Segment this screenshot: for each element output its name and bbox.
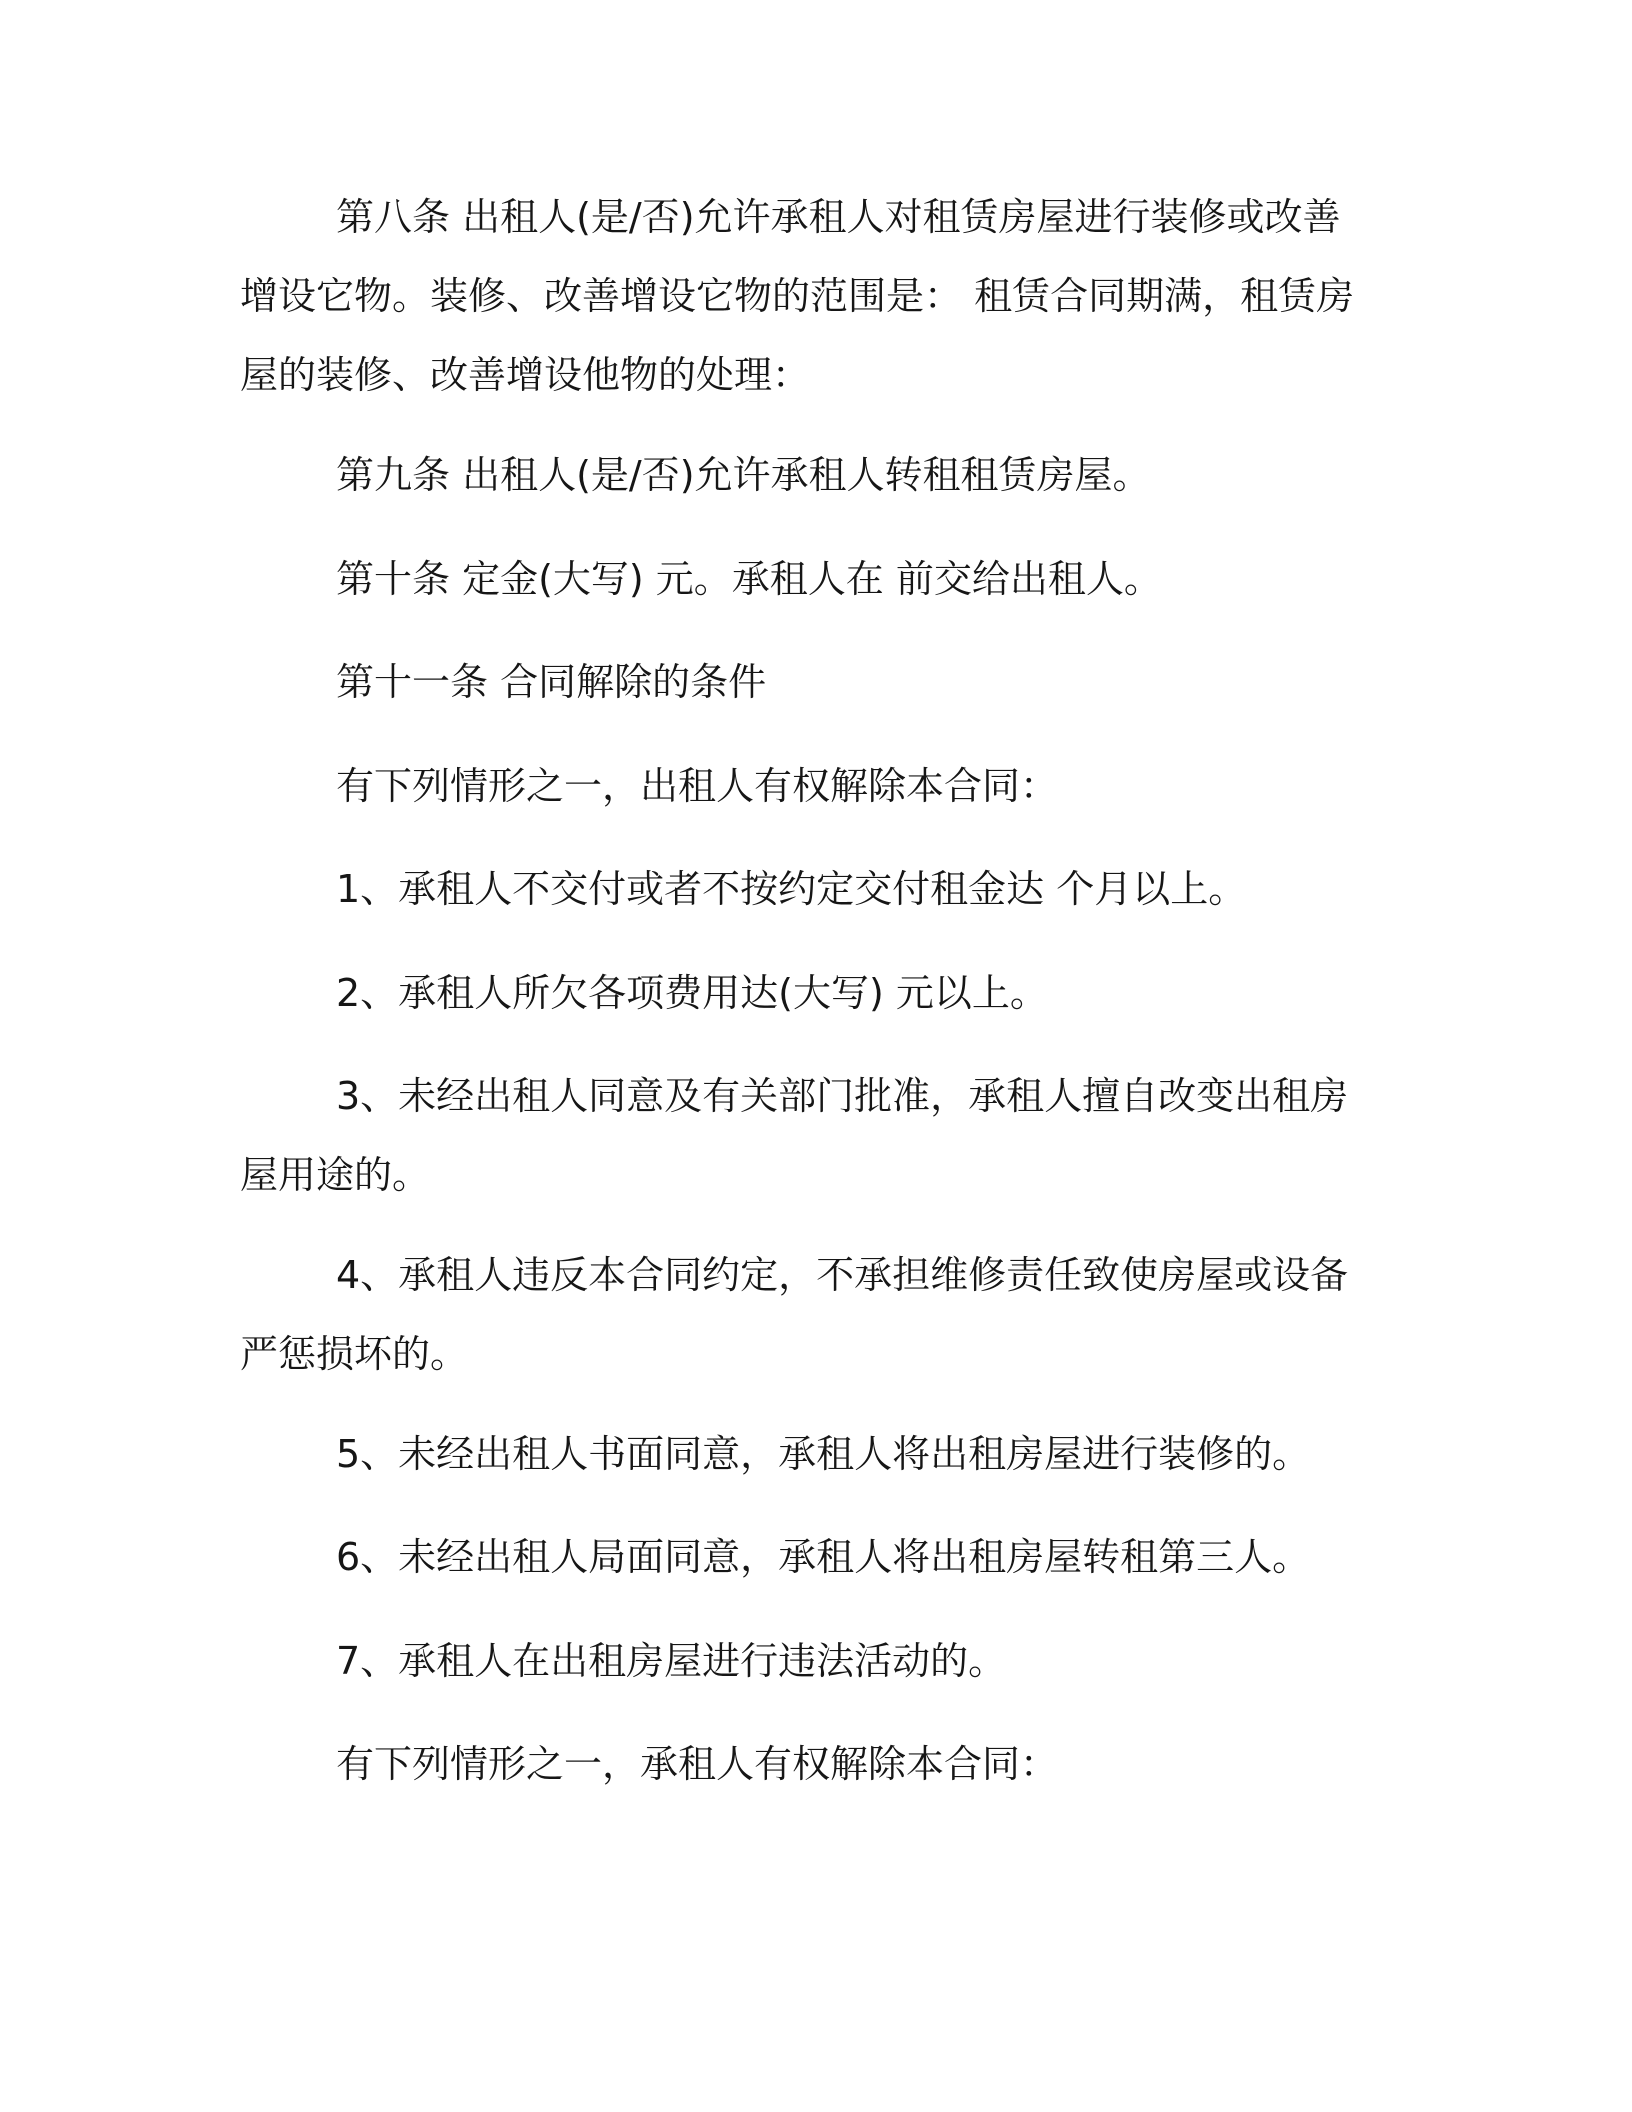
termination-item-7: 7、承租人在出租房屋进行违法活动的。 — [336, 1639, 1007, 1683]
termination-item-2: 2、承租人所欠各项费用达(大写) 元以上。 — [336, 971, 1048, 1015]
article-8-paragraph: 第八条 出租人(是/否)允许承租人对租赁房屋进行装修或改善增设它物。装修、改善增设它物的范围是： 租赁合同期满，租赁房屋的装修、改善增设他物的处理： — [240, 195, 1355, 397]
lessee-termination-intro: 有下列情形之一，承租人有权解除本合同： — [336, 1742, 1059, 1786]
termination-item-4: 4、承租人违反本合同约定，不承担维修责任致使房屋或设备严惩损坏的。 — [240, 1253, 1349, 1376]
article-11-heading: 第十一条 合同解除的条件 — [336, 660, 767, 704]
article-9-paragraph: 第九条 出租人(是/否)允许承租人转租租赁房屋。 — [336, 453, 1151, 497]
termination-item-5: 5、未经出租人书面同意，承租人将出租房屋进行装修的。 — [336, 1432, 1311, 1476]
article-10-paragraph: 第十条 定金(大写) 元。承租人在 前交给出租人。 — [336, 557, 1162, 601]
termination-item-6: 6、未经出租人局面同意，承租人将出租房屋转租第三人。 — [336, 1535, 1311, 1579]
termination-item-1: 1、承租人不交付或者不按约定交付租金达 个月以上。 — [336, 867, 1247, 911]
lessor-termination-intro: 有下列情形之一，出租人有权解除本合同： — [336, 764, 1059, 808]
termination-item-3: 3、未经出租人同意及有关部门批准，承租人擅自改变出租房屋用途的。 — [240, 1074, 1349, 1197]
